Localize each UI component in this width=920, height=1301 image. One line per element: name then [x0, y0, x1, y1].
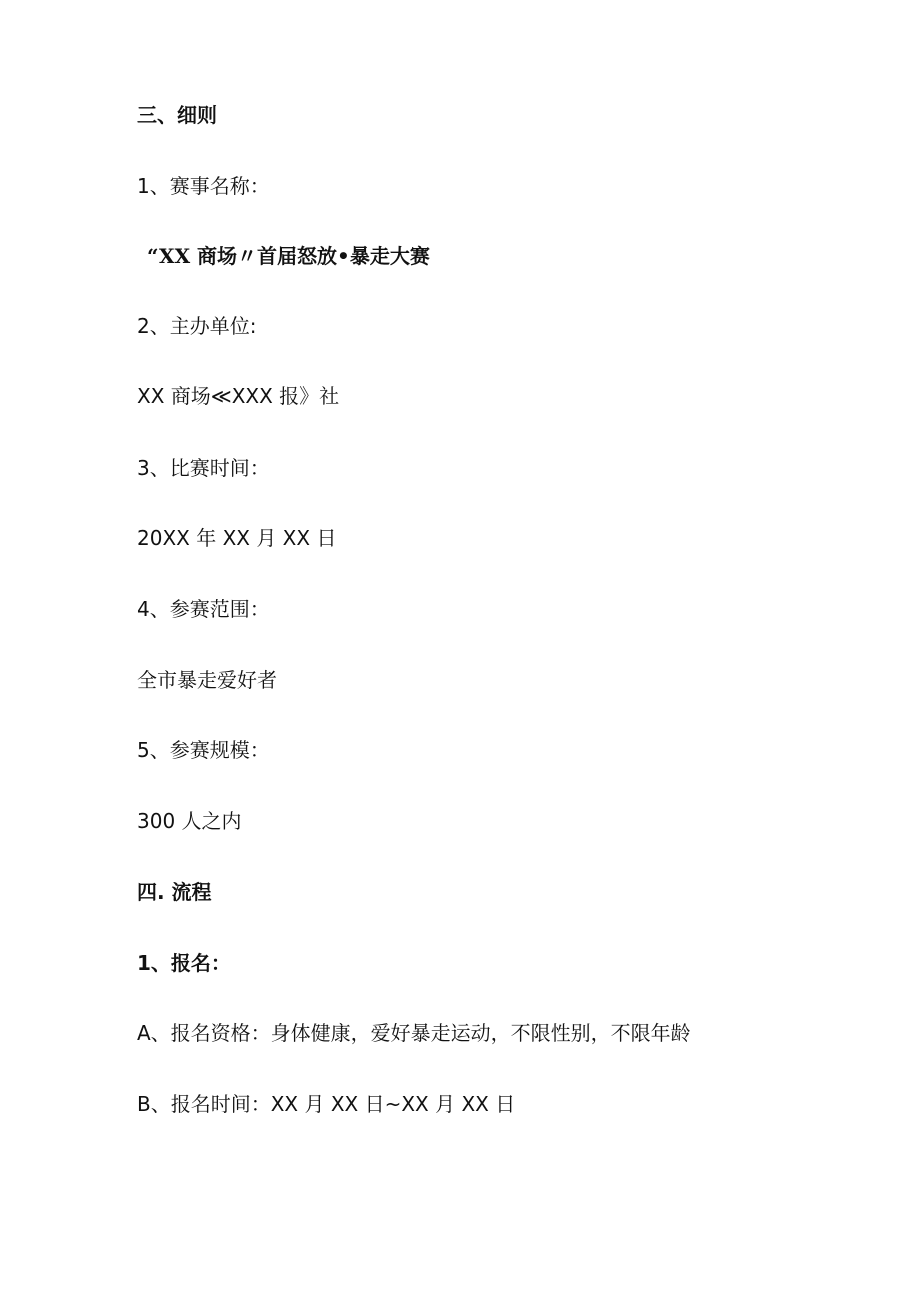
item-scale-label: 5、参赛规模：	[137, 738, 270, 762]
organizer-value: XX 商场≪XXX 报》社	[137, 384, 340, 408]
section-heading-details: 三、细则	[137, 103, 217, 127]
item-date-label: 3、比赛时间：	[137, 456, 270, 480]
scope-value: 全市暴走爱好者	[137, 668, 277, 692]
registration-eligibility: A、报名资格：身体健康，爱好暴走运动，不限性别，不限年龄	[137, 1021, 691, 1045]
date-value: 20XX 年 XX 月 XX 日	[137, 526, 337, 550]
item-event-name-label: 1、赛事名称：	[137, 174, 270, 198]
scale-value: 300 人之内	[137, 809, 242, 833]
event-name-value: “XX 商场〃首届怒放•暴走大赛	[147, 244, 430, 268]
item-scope-label: 4、参赛范围：	[137, 597, 270, 621]
section-heading-process: 四. 流程	[137, 880, 212, 904]
item-organizer-label: 2、主办单位:	[137, 314, 257, 338]
registration-time: B、报名时间：XX 月 XX 日~XX 月 XX 日	[137, 1092, 516, 1116]
item-registration-label: 1、报名：	[137, 951, 231, 975]
